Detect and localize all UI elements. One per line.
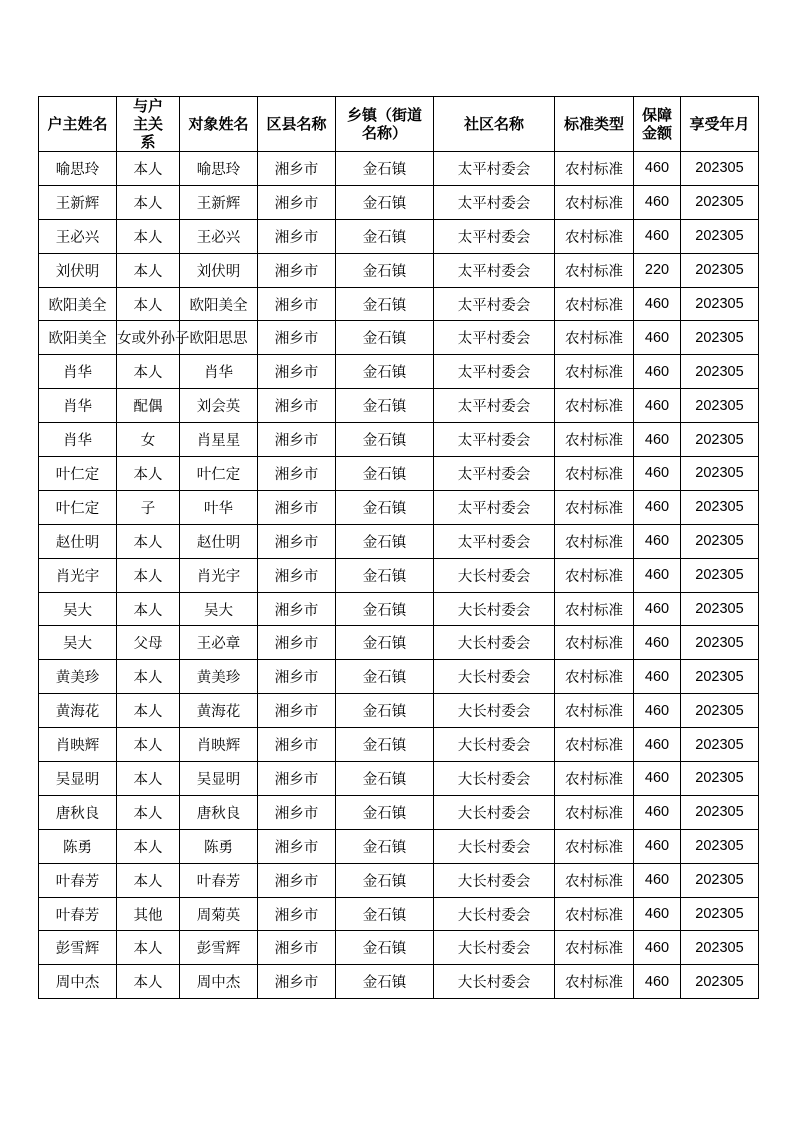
cell-standard: 农村标准: [555, 219, 634, 253]
cell-community: 大长村委会: [434, 795, 555, 829]
cell-county: 湘乡市: [258, 219, 336, 253]
cell-standard: 农村标准: [555, 423, 634, 457]
cell-community: 大长村委会: [434, 931, 555, 965]
cell-standard: 农村标准: [555, 558, 634, 592]
cell-relation: 配偶: [117, 389, 180, 423]
cell-county: 湘乡市: [258, 863, 336, 897]
cell-recipient: 肖华: [180, 355, 258, 389]
cell-relation: 本人: [117, 287, 180, 321]
table-row: [39, 389, 759, 423]
cell-county: 湘乡市: [258, 829, 336, 863]
table-row: [39, 457, 759, 491]
cell-relation: 女或外孙子: [117, 321, 180, 355]
header-recipient: 对象姓名: [180, 97, 258, 152]
assistance-roster-table: [38, 96, 759, 999]
cell-community: 大长村委会: [434, 592, 555, 626]
cell-county: 湘乡市: [258, 524, 336, 558]
cell-standard: 农村标准: [555, 762, 634, 796]
cell-township: 金石镇: [336, 728, 434, 762]
cell-county: 湘乡市: [258, 490, 336, 524]
cell-relation: 本人: [117, 694, 180, 728]
cell-county: 湘乡市: [258, 185, 336, 219]
cell-recipient: 肖光宇: [180, 558, 258, 592]
cell-recipient: 喻思玲: [180, 152, 258, 186]
cell-county: 湘乡市: [258, 626, 336, 660]
cell-relation: 本人: [117, 592, 180, 626]
cell-period: 202305: [681, 897, 759, 931]
cell-recipient: 肖星星: [180, 423, 258, 457]
cell-standard: 农村标准: [555, 795, 634, 829]
table-row: [39, 728, 759, 762]
cell-relation: 本人: [117, 457, 180, 491]
table-row: [39, 965, 759, 999]
table-row: [39, 287, 759, 321]
cell-recipient: 叶仁定: [180, 457, 258, 491]
cell-recipient: 欧阳美全: [180, 287, 258, 321]
cell-householder: 彭雪辉: [39, 931, 117, 965]
cell-householder: 肖光宇: [39, 558, 117, 592]
table-row: [39, 762, 759, 796]
cell-township: 金石镇: [336, 423, 434, 457]
cell-community: 大长村委会: [434, 660, 555, 694]
header-amount-text: 保障金额: [641, 106, 672, 142]
cell-township: 金石镇: [336, 931, 434, 965]
cell-community: 大长村委会: [434, 762, 555, 796]
cell-standard: 农村标准: [555, 287, 634, 321]
cell-householder: 王新辉: [39, 185, 117, 219]
cell-householder: 叶春芳: [39, 863, 117, 897]
cell-relation: 本人: [117, 660, 180, 694]
cell-community: 大长村委会: [434, 897, 555, 931]
cell-recipient: 唐秋良: [180, 795, 258, 829]
cell-county: 湘乡市: [258, 152, 336, 186]
cell-amount: 460: [634, 457, 681, 491]
cell-township: 金石镇: [336, 795, 434, 829]
cell-amount: 460: [634, 152, 681, 186]
table-row: [39, 253, 759, 287]
cell-relation: 本人: [117, 795, 180, 829]
cell-township: 金石镇: [336, 965, 434, 999]
cell-township: 金石镇: [336, 897, 434, 931]
table-row: [39, 626, 759, 660]
cell-relation: 本人: [117, 253, 180, 287]
cell-period: 202305: [681, 558, 759, 592]
header-community: 社区名称: [434, 97, 555, 152]
cell-householder: 周中杰: [39, 965, 117, 999]
cell-community: 太平村委会: [434, 490, 555, 524]
cell-recipient: 王必兴: [180, 219, 258, 253]
cell-householder: 叶仁定: [39, 490, 117, 524]
cell-period: 202305: [681, 219, 759, 253]
cell-standard: 农村标准: [555, 389, 634, 423]
cell-householder: 刘伏明: [39, 253, 117, 287]
cell-township: 金石镇: [336, 355, 434, 389]
cell-period: 202305: [681, 355, 759, 389]
cell-amount: 460: [634, 592, 681, 626]
cell-amount: 460: [634, 728, 681, 762]
cell-community: 大长村委会: [434, 829, 555, 863]
header-county: 区县名称: [258, 97, 336, 152]
cell-community: 大长村委会: [434, 694, 555, 728]
table-row: [39, 321, 759, 355]
header-row: [39, 97, 759, 152]
cell-county: 湘乡市: [258, 592, 336, 626]
cell-township: 金石镇: [336, 321, 434, 355]
cell-community: 太平村委会: [434, 253, 555, 287]
header-amount: [634, 97, 681, 152]
table-body: [39, 152, 759, 999]
cell-standard: 农村标准: [555, 965, 634, 999]
cell-recipient: 吴大: [180, 592, 258, 626]
cell-period: 202305: [681, 965, 759, 999]
cell-amount: 460: [634, 897, 681, 931]
header-period: 享受年月: [681, 97, 759, 152]
cell-period: 202305: [681, 423, 759, 457]
cell-standard: 农村标准: [555, 592, 634, 626]
cell-township: 金石镇: [336, 524, 434, 558]
cell-county: 湘乡市: [258, 287, 336, 321]
cell-householder: 肖华: [39, 355, 117, 389]
cell-standard: 农村标准: [555, 490, 634, 524]
cell-community: 太平村委会: [434, 355, 555, 389]
table-row: [39, 355, 759, 389]
cell-period: 202305: [681, 287, 759, 321]
cell-community: 太平村委会: [434, 287, 555, 321]
cell-relation: 本人: [117, 931, 180, 965]
cell-standard: 农村标准: [555, 660, 634, 694]
cell-period: 202305: [681, 524, 759, 558]
cell-householder: 黄海花: [39, 694, 117, 728]
cell-householder: 赵仕明: [39, 524, 117, 558]
cell-county: 湘乡市: [258, 558, 336, 592]
cell-standard: 农村标准: [555, 321, 634, 355]
cell-township: 金石镇: [336, 829, 434, 863]
cell-period: 202305: [681, 253, 759, 287]
cell-householder: 叶春芳: [39, 897, 117, 931]
cell-amount: 460: [634, 795, 681, 829]
cell-township: 金石镇: [336, 490, 434, 524]
cell-amount: 460: [634, 931, 681, 965]
cell-recipient: 黄海花: [180, 694, 258, 728]
cell-township: 金石镇: [336, 592, 434, 626]
cell-standard: 农村标准: [555, 931, 634, 965]
cell-amount: 460: [634, 219, 681, 253]
cell-community: 太平村委会: [434, 185, 555, 219]
cell-county: 湘乡市: [258, 355, 336, 389]
table-row: [39, 931, 759, 965]
cell-amount: 460: [634, 423, 681, 457]
cell-county: 湘乡市: [258, 321, 336, 355]
cell-recipient: 周中杰: [180, 965, 258, 999]
cell-standard: 农村标准: [555, 524, 634, 558]
cell-householder: 肖华: [39, 423, 117, 457]
cell-amount: 460: [634, 287, 681, 321]
cell-recipient: 赵仕明: [180, 524, 258, 558]
cell-township: 金石镇: [336, 457, 434, 491]
cell-community: 太平村委会: [434, 457, 555, 491]
header-relation: [117, 97, 180, 152]
header-standard: 标准类型: [555, 97, 634, 152]
cell-community: 大长村委会: [434, 558, 555, 592]
cell-relation: 子: [117, 490, 180, 524]
cell-county: 湘乡市: [258, 694, 336, 728]
cell-relation: 其他: [117, 897, 180, 931]
cell-community: 太平村委会: [434, 152, 555, 186]
cell-standard: 农村标准: [555, 626, 634, 660]
cell-householder: 喻思玲: [39, 152, 117, 186]
table-header: [39, 97, 759, 152]
cell-community: 太平村委会: [434, 219, 555, 253]
table-row: [39, 152, 759, 186]
cell-standard: 农村标准: [555, 863, 634, 897]
cell-period: 202305: [681, 152, 759, 186]
table-row: [39, 219, 759, 253]
cell-period: 202305: [681, 728, 759, 762]
cell-community: 大长村委会: [434, 965, 555, 999]
cell-period: 202305: [681, 592, 759, 626]
cell-recipient: 叶华: [180, 490, 258, 524]
cell-county: 湘乡市: [258, 762, 336, 796]
cell-amount: 460: [634, 626, 681, 660]
cell-standard: 农村标准: [555, 897, 634, 931]
table-row: [39, 185, 759, 219]
cell-township: 金石镇: [336, 219, 434, 253]
cell-period: 202305: [681, 389, 759, 423]
cell-community: 大长村委会: [434, 728, 555, 762]
cell-recipient: 欧阳思思: [180, 321, 258, 355]
cell-amount: 220: [634, 253, 681, 287]
cell-amount: 460: [634, 321, 681, 355]
cell-householder: 吴大: [39, 626, 117, 660]
header-township: [336, 97, 434, 152]
cell-standard: 农村标准: [555, 185, 634, 219]
header-householder: 户主姓名: [39, 97, 117, 152]
cell-relation: 本人: [117, 524, 180, 558]
table-row: [39, 795, 759, 829]
cell-period: 202305: [681, 626, 759, 660]
cell-standard: 农村标准: [555, 829, 634, 863]
cell-householder: 欧阳美全: [39, 321, 117, 355]
cell-period: 202305: [681, 490, 759, 524]
cell-amount: 460: [634, 762, 681, 796]
cell-recipient: 彭雪辉: [180, 931, 258, 965]
cell-householder: 王必兴: [39, 219, 117, 253]
cell-standard: 农村标准: [555, 355, 634, 389]
cell-recipient: 刘伏明: [180, 253, 258, 287]
cell-county: 湘乡市: [258, 728, 336, 762]
table-row: [39, 863, 759, 897]
cell-householder: 吴显明: [39, 762, 117, 796]
cell-township: 金石镇: [336, 626, 434, 660]
cell-community: 太平村委会: [434, 423, 555, 457]
cell-recipient: 刘会英: [180, 389, 258, 423]
cell-recipient: 叶春芳: [180, 863, 258, 897]
table-row: [39, 660, 759, 694]
cell-relation: 本人: [117, 355, 180, 389]
cell-community: 太平村委会: [434, 389, 555, 423]
table-row: [39, 490, 759, 524]
cell-relation: 本人: [117, 829, 180, 863]
cell-period: 202305: [681, 321, 759, 355]
cell-township: 金石镇: [336, 287, 434, 321]
cell-recipient: 王必章: [180, 626, 258, 660]
cell-standard: 农村标准: [555, 152, 634, 186]
table-row: [39, 897, 759, 931]
table-row: [39, 829, 759, 863]
cell-relation: 本人: [117, 185, 180, 219]
cell-relation: 女: [117, 423, 180, 457]
cell-period: 202305: [681, 795, 759, 829]
cell-recipient: 黄美珍: [180, 660, 258, 694]
cell-relation: 本人: [117, 152, 180, 186]
header-relation-text: 与户主关系: [132, 97, 163, 151]
cell-amount: 460: [634, 389, 681, 423]
cell-relation: 父母: [117, 626, 180, 660]
cell-period: 202305: [681, 829, 759, 863]
cell-period: 202305: [681, 863, 759, 897]
cell-standard: 农村标准: [555, 694, 634, 728]
cell-householder: 肖华: [39, 389, 117, 423]
cell-county: 湘乡市: [258, 897, 336, 931]
cell-standard: 农村标准: [555, 253, 634, 287]
cell-amount: 460: [634, 524, 681, 558]
cell-householder: 叶仁定: [39, 457, 117, 491]
table-row: [39, 524, 759, 558]
cell-recipient: 王新辉: [180, 185, 258, 219]
cell-township: 金石镇: [336, 389, 434, 423]
cell-recipient: 陈勇: [180, 829, 258, 863]
cell-householder: 陈勇: [39, 829, 117, 863]
table-row: [39, 592, 759, 626]
cell-amount: 460: [634, 829, 681, 863]
cell-amount: 460: [634, 694, 681, 728]
cell-township: 金石镇: [336, 558, 434, 592]
cell-township: 金石镇: [336, 185, 434, 219]
cell-period: 202305: [681, 457, 759, 491]
cell-county: 湘乡市: [258, 457, 336, 491]
cell-period: 202305: [681, 185, 759, 219]
cell-householder: 唐秋良: [39, 795, 117, 829]
table-row: [39, 694, 759, 728]
cell-relation: 本人: [117, 219, 180, 253]
cell-amount: 460: [634, 558, 681, 592]
cell-period: 202305: [681, 660, 759, 694]
cell-recipient: 肖映辉: [180, 728, 258, 762]
cell-amount: 460: [634, 185, 681, 219]
cell-community: 大长村委会: [434, 626, 555, 660]
cell-householder: 吴大: [39, 592, 117, 626]
cell-township: 金石镇: [336, 762, 434, 796]
cell-amount: 460: [634, 863, 681, 897]
cell-recipient: 吴显明: [180, 762, 258, 796]
cell-householder: 肖映辉: [39, 728, 117, 762]
cell-county: 湘乡市: [258, 389, 336, 423]
cell-county: 湘乡市: [258, 965, 336, 999]
cell-township: 金石镇: [336, 863, 434, 897]
cell-amount: 460: [634, 355, 681, 389]
cell-recipient: 周菊英: [180, 897, 258, 931]
cell-relation: 本人: [117, 965, 180, 999]
cell-township: 金石镇: [336, 253, 434, 287]
cell-relation: 本人: [117, 728, 180, 762]
cell-relation: 本人: [117, 863, 180, 897]
cell-period: 202305: [681, 931, 759, 965]
cell-householder: 黄美珍: [39, 660, 117, 694]
cell-standard: 农村标准: [555, 728, 634, 762]
cell-period: 202305: [681, 694, 759, 728]
cell-period: 202305: [681, 762, 759, 796]
table-row: [39, 423, 759, 457]
cell-amount: 460: [634, 965, 681, 999]
cell-township: 金石镇: [336, 694, 434, 728]
cell-county: 湘乡市: [258, 660, 336, 694]
cell-community: 太平村委会: [434, 321, 555, 355]
header-township-text: 乡镇（街道名称）: [346, 106, 422, 142]
cell-householder: 欧阳美全: [39, 287, 117, 321]
cell-relation: 本人: [117, 558, 180, 592]
cell-standard: 农村标准: [555, 457, 634, 491]
cell-amount: 460: [634, 490, 681, 524]
cell-county: 湘乡市: [258, 253, 336, 287]
cell-county: 湘乡市: [258, 931, 336, 965]
cell-community: 太平村委会: [434, 524, 555, 558]
cell-county: 湘乡市: [258, 795, 336, 829]
table-row: [39, 558, 759, 592]
cell-amount: 460: [634, 660, 681, 694]
cell-community: 大长村委会: [434, 863, 555, 897]
cell-county: 湘乡市: [258, 423, 336, 457]
cell-relation: 本人: [117, 762, 180, 796]
cell-township: 金石镇: [336, 660, 434, 694]
cell-township: 金石镇: [336, 152, 434, 186]
